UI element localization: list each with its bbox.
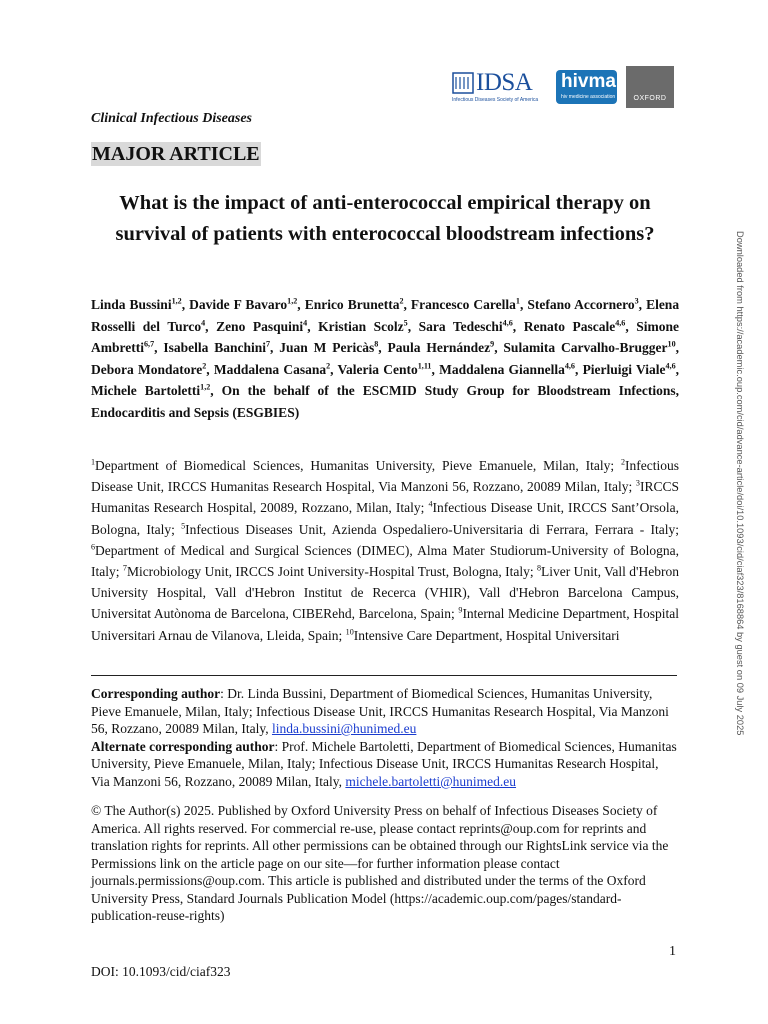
journal-name: Clinical Infectious Diseases — [91, 111, 253, 126]
corresponding-authors — [91, 685, 679, 790]
author-name: Kristian Scolz — [318, 318, 404, 334]
affiliations — [91, 455, 679, 646]
corresponding-email-link[interactable]: linda.bussini@hunimed.eu — [271, 721, 417, 736]
author-name: Enrico Brunetta — [304, 297, 400, 312]
affiliation-number: 3 — [635, 478, 640, 488]
affiliation-text: Infectious Disease Unit, IRCCS Sant’Orsola, Bologna, Italy; — [91, 500, 679, 537]
page-number: 1 — [669, 944, 676, 959]
author-affiliation-marker: 2 — [202, 361, 207, 370]
affiliation-number: 8 — [536, 563, 542, 573]
author-affiliation-marker: 5 — [403, 318, 408, 327]
alternate-author-details: : Prof. Michele Bartoletti, Department of Biomedical Sciences, Humanitas University, Pieve Emanuele, Milan, Italy; Infectious Disease Unit, IRCCS Humanitas Research Hospital, Via Manzoni 56, Rozzano, 20089 Milan, Italy, — [91, 738, 677, 789]
affiliation-number: 10 — [345, 627, 354, 637]
author-affiliation-marker: 10 — [667, 339, 676, 349]
affiliation-text: Internal Medicine Department, Hospital Universitari Arnau de Vilanova, Lleida, Spain; — [91, 606, 679, 643]
hivma-logo[interactable] — [556, 70, 617, 104]
author-affiliation-marker: 6,7 — [144, 339, 155, 349]
author-name: Debora Mondatore — [91, 361, 203, 377]
affiliation-text: Department of Medical and Surgical Sciences (DIMEC), Alma Mater Studiorum-University of Bologna, Italy; — [91, 542, 679, 580]
affiliation-number: 9 — [458, 605, 463, 615]
author-affiliation-marker: 1,11 — [417, 361, 432, 370]
author-affiliation-marker: 3 — [634, 296, 639, 306]
idsa-tagline: Infectious Diseases Society of America — [452, 97, 539, 103]
article-title: What is the impact of anti-enterococcal empirical therapy on survival of patients with enterococcal bloodstream infections? — [115, 192, 655, 245]
affiliation-text: Infectious Disease Unit, IRCCS Humanitas Research Hospital, Via Manzoni 56, Rozzano, 20089 Milan, Italy; — [91, 458, 679, 495]
author-name: Michele Bartoletti — [91, 383, 201, 398]
affiliation-number: 5 — [181, 521, 186, 531]
author-name: Isabella Banchini — [163, 340, 266, 355]
affiliation-text: IRCCS Humanitas Research Hospital, 20089, Rozzano, Milan, Italy; — [91, 479, 679, 516]
author-name: Valeria Cento — [337, 361, 418, 377]
author-name: Maddalena Casana — [213, 361, 327, 377]
affiliation-number: 1 — [91, 457, 96, 467]
affiliation-number: 4 — [428, 499, 433, 509]
author-name: Francesco Carella — [410, 297, 516, 312]
author-name: Sulamita Carvalho-Brugger — [503, 340, 668, 355]
author-name: Linda Bussini — [91, 297, 172, 312]
affiliation-number: 6 — [91, 542, 96, 552]
author-affiliation-marker: 4,6 — [615, 318, 626, 327]
author-affiliation-marker: 4 — [303, 318, 308, 327]
author-affiliation-marker: 1,2 — [171, 296, 182, 306]
footnote-divider — [91, 675, 677, 676]
hivma-tagline: hiv medicine association — [561, 94, 616, 100]
author-affiliation-marker: 1,2 — [287, 296, 298, 306]
article-type-label: MAJOR ARTICLE — [92, 143, 260, 165]
idsa-wordmark: IDSA — [476, 69, 533, 96]
affiliation-text: Department of Biomedical Sciences, Humanitas University, Pieve Emanuele, Milan, Italy; — [95, 458, 621, 473]
author-affiliation-marker: 7 — [266, 339, 271, 349]
author-affiliation-marker: 4,6 — [665, 361, 676, 370]
author-affiliation-marker: 2 — [399, 296, 404, 306]
idsa-logo[interactable] — [452, 70, 550, 102]
author-affiliation-marker: 4,6 — [564, 361, 575, 370]
author-name: Zeno Pasquini — [216, 318, 304, 334]
alternate-author-label: Alternate corresponding author — [91, 738, 275, 754]
corresponding-author-label: Corresponding author — [91, 686, 221, 701]
affiliation-text: Infectious Diseases Unit, Azienda Ospedaliero-Universitaria di Ferrara, Ferrara - Italy; — [185, 521, 679, 537]
affiliation-text: Liver Unit, Vall d'Hebron University Hospital, Vall d'Hebron Institut de Recerca (VHIR), Vall d'Hebron Barcelona Campus, Universitat Autònoma de Barcelona, CIBERehd, Barcelona, Spain; — [91, 564, 679, 622]
corresponding-author — [91, 685, 679, 738]
corresponding-author-details: : Dr. Linda Bussini, Department of Biomedical Sciences, Humanitas University, Pieve Emanuele, Milan, Italy; Infectious Disease Unit, IRCCS Humanitas Research Hospital, Via Manzoni 56, Rozzano, 20089 Milan, Italy, — [91, 686, 669, 736]
author-name: Sara Tedeschi — [418, 318, 503, 334]
author-list: Linda Bussini$^{1,2}$, Davide F Bavaro$^{1,2}$, Enrico Brunetta$^2$, Francesco Carella$^1$, Stefano Accornero$^3$, Elena Rosselli del Turco$^4$, Zeno Pasquini$^4$, Kristian Scolz$^5$, Sara Tedeschi$^{4,6}$, Renato Pascale$^{4,6}$, Simone Ambretti$^{6,7}$, Isabella Banchini$^7$, Juan M Pericàs$^8$, Paula Hernández$^9$, Sulamita Carvalho-Brugger$^{10}$, Debora Mondatore$^2$, Maddalena Casana$^2$, Valeria Cento$^{1,11}$, Maddalena Giannella$^{4,6}$, Pierluigi Viale$^{4,6}$, Michele Bartoletti$^{1,2}$, On the behalf of the ESCMID Study Group for Bloodstream Infections, Endocarditis and Sepsis (ESGBIES) — [91, 296, 680, 420]
affiliation-number: 2 — [620, 457, 626, 467]
author-name: Paula Hernández — [387, 340, 491, 355]
author-name: Elena Rosselli del Turco — [91, 297, 680, 334]
author-name: Stefano Accornero — [527, 297, 635, 312]
author-name: Simone Ambretti — [91, 318, 680, 355]
alternate-corresponding-author — [91, 738, 679, 791]
idsa-emblem-icon — [452, 72, 474, 94]
hivma-wordmark: hivma — [561, 71, 616, 92]
author-name: Juan M Pericàs — [279, 340, 375, 355]
author-affiliation-marker: 4,6 — [502, 318, 513, 327]
author-affiliation-marker: 9 — [490, 339, 495, 349]
download-watermark — [735, 231, 751, 791]
doi[interactable]: DOI: 10.1093/cid/ciaf323 — [91, 964, 231, 979]
author-name: Pierluigi Viale — [582, 361, 666, 377]
author-affiliation-marker: 4 — [201, 318, 206, 327]
author-affiliation-marker: 8 — [374, 339, 379, 349]
affiliation-text: Intensive Care Department, Hospital Universitari — [353, 627, 620, 643]
affiliation-number: 7 — [122, 563, 127, 573]
author-affiliation-marker: 2 — [326, 361, 331, 370]
author-name: Maddalena Giannella — [439, 361, 565, 377]
author-affiliation-marker: 1 — [515, 296, 520, 306]
affiliation-text: Microbiology Unit, IRCCS Joint University-Hospital Trust, Bologna, Italy; — [126, 564, 537, 580]
author-name: Davide F Bavaro — [189, 297, 288, 312]
oxford-logo[interactable] — [626, 66, 674, 108]
oxford-wordmark: OXFORD — [633, 95, 667, 102]
copyright-notice: © The Author(s) 2025. Published by Oxford University Press on behalf of Infectious Diseases Society of America. All rights reserved. For commercial re-use, please contact reprints@oup.com for reprints and translation rights for reprints. All other permissions can be obtained through our RightsLink service via the Permissions link on the article page on our site—for further information please contact journals.permissions@oup.com. This article is published and distributed under the terms of the Oxford University Press, Standard Journals Publication Model (https://academic.oup.com/pages/standard-publication-reuse-rights) — [91, 803, 669, 923]
author-group-note: , On the behalf of the ESCMID Study Group for Bloodstream Infections, Endocarditis and Sepsis (ESGBIES) — [91, 383, 679, 420]
alternate-email-link[interactable]: michele.bartoletti@hunimed.eu — [345, 773, 517, 789]
author-name: Renato Pascale — [523, 318, 616, 334]
author-affiliation-marker: 1,2 — [200, 382, 211, 392]
download-note: Downloaded from https://academic.oup.com/cid/advance-article/doi/10.1093/cid/ciaf323/8168864 by guest on 09 July 2025 — [735, 231, 745, 736]
